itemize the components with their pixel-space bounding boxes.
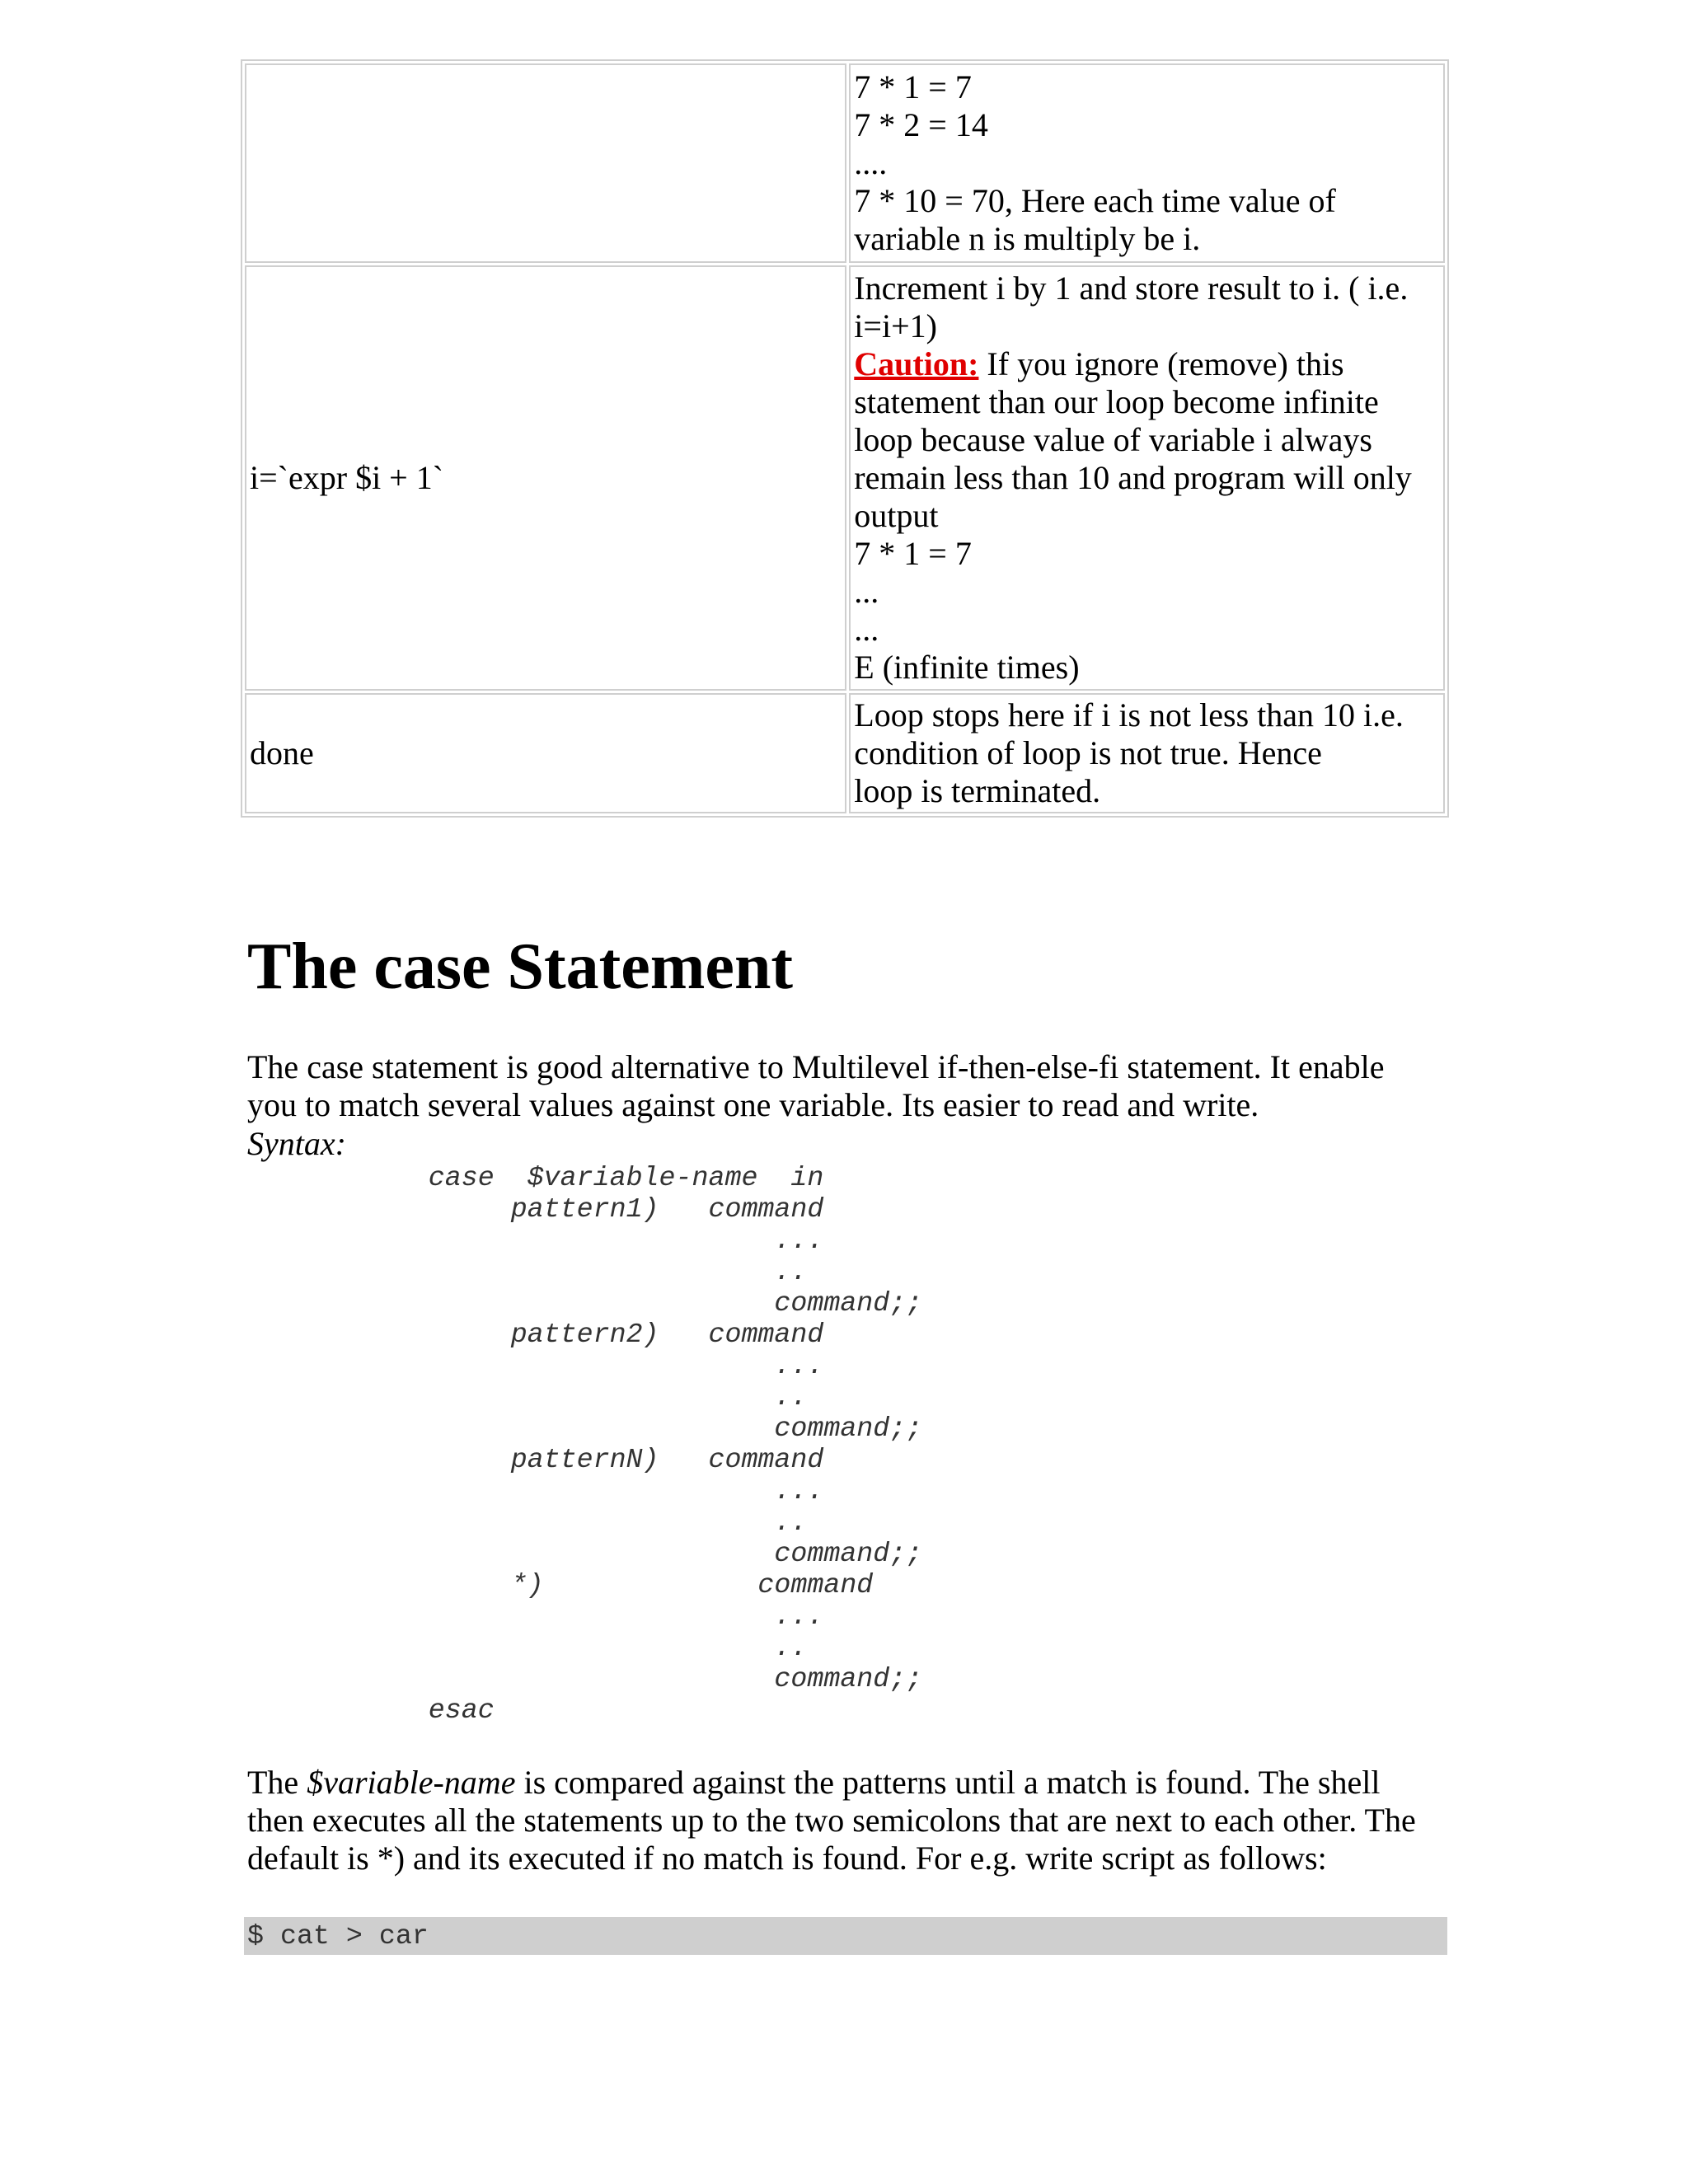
description-line: condition of loop is not true. Hence <box>854 734 1322 771</box>
intro-line: The case statement is good alternative to Multilevel if-then-else-fi statement. It enable <box>247 1048 1385 1085</box>
description-line: E (infinite times) <box>854 649 1080 686</box>
table-cell-description <box>849 693 1445 813</box>
intro-paragraph <box>247 1048 1451 1124</box>
command-example-bar: $ cat > car <box>244 1917 1447 1955</box>
description-line: variable n is multiply be i. <box>854 220 1201 257</box>
table-row <box>245 63 1445 263</box>
description-line: remain less than 10 and program will only <box>854 459 1412 496</box>
table-row <box>245 265 1445 691</box>
caution-text: If you ignore (remove) this <box>978 345 1344 382</box>
explanation-text: is compared against the patterns until a match is found. The shell <box>515 1764 1381 1801</box>
description-line: .... <box>854 144 888 181</box>
explanation-line <box>247 1764 1451 1802</box>
description-line: 7 * 1 = 7 <box>854 535 972 572</box>
explanation-prefix: The <box>247 1764 307 1801</box>
explanation-paragraph <box>247 1764 1451 1877</box>
description-line: i=i+1) <box>854 307 937 344</box>
description-line: 7 * 1 = 7 <box>854 68 972 105</box>
table-cell-description <box>849 63 1445 263</box>
explanation-table <box>241 59 1449 818</box>
description-line: ... <box>854 573 879 610</box>
table-cell-code <box>245 63 846 263</box>
description-line: loop because value of variable i always <box>854 421 1372 458</box>
description-line: 7 * 10 = 70, Here each time value of <box>854 182 1336 219</box>
variable-name-term: $variable-name <box>307 1764 516 1801</box>
syntax-code-block: case $variable-name in pattern1) command ... .. command;; pattern2) command ... .. command;; patternN) command ... .. command;; *) command ... .. command;; esac <box>428 1162 923 1726</box>
explanation-line: then executes all the statements up to the two semicolons that are next to each other. The <box>247 1802 1416 1839</box>
table-row <box>245 693 1445 813</box>
description-line: 7 * 2 = 14 <box>854 106 988 143</box>
table-cell-code: done <box>245 693 846 813</box>
intro-line: you to match several values against one variable. Its easier to read and write. <box>247 1086 1259 1123</box>
description-line: ... <box>854 611 879 648</box>
caution-line <box>854 345 1440 383</box>
description-line: Loop stops here if i is not less than 10 i.e. <box>854 696 1404 733</box>
table-cell-description <box>849 265 1445 691</box>
syntax-label: Syntax: <box>247 1125 346 1162</box>
explanation-line: default is *) and its executed if no match is found. For e.g. write script as follows: <box>247 1840 1327 1877</box>
description-line: Increment i by 1 and store result to i. ( i.e. <box>854 269 1409 307</box>
description-line: statement than our loop become infinite <box>854 383 1379 420</box>
table-cell-code: i=`expr $i + 1` <box>245 265 846 691</box>
description-line: output <box>854 497 939 534</box>
description-line: loop is terminated. <box>854 772 1101 809</box>
section-heading: The case Statement <box>247 930 794 1003</box>
caution-label: Caution: <box>854 345 979 382</box>
